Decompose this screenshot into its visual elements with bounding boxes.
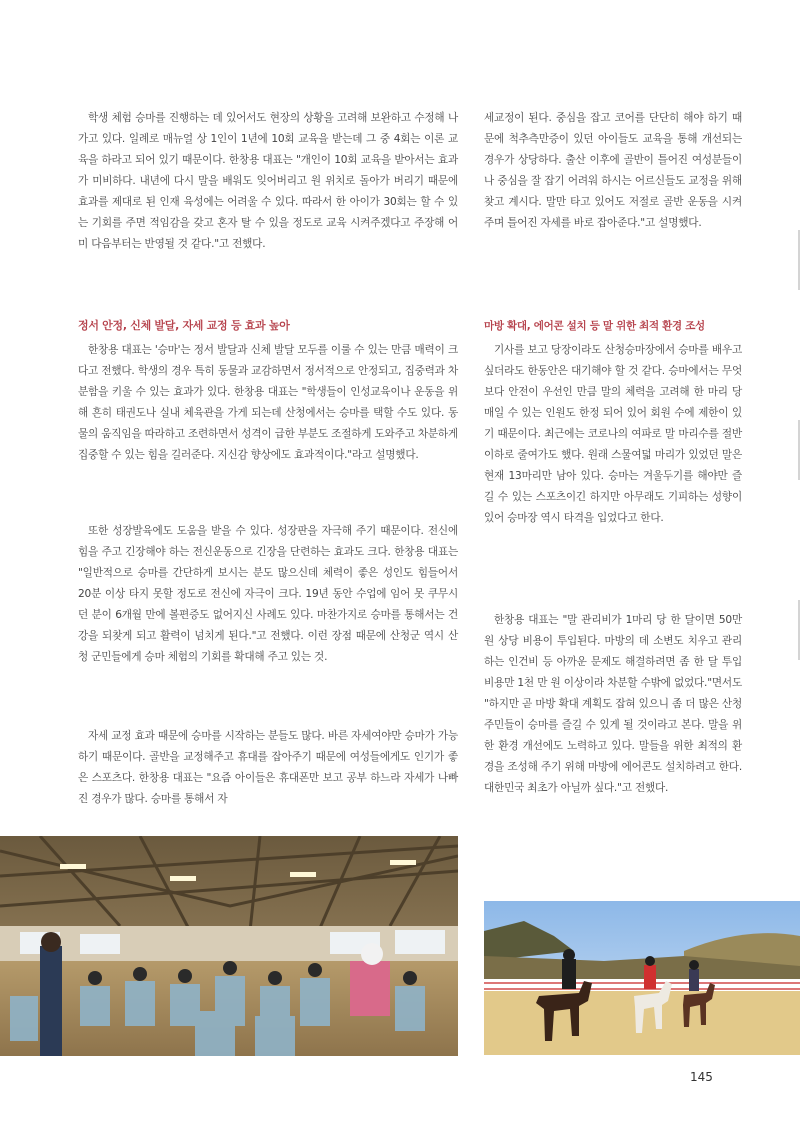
left-paragraph-1: 학생 체험 승마를 진행하는 데 있어서도 현장의 상황을 고려해 보완하고 수정해 나가고 있다. 일례로 매뉴얼 상 1인이 1년에 10회 교육을 받는데 그 중 4회는 이론 교육을 하라고 되어 있기 때문이다. 한창용 대표는 "개인이 10회 교육을 받아서는 효과가 미비하다. 내년에 다시 말을 배워도 잊어버리고 원 위치로 돌아가 버리기 때문에 효과를 제대로 된 인재 육성에는 어려울 수 있다. 따라서 한 아이가 30회는 할 수 있는 기회를 주면 적임감을 갖고 혼자 탈 수 있을 정도로 교육 시켜주겠다고 주장해 어미 다음부터는 반영될 것 같다."고 전했다. <box>78 112 458 250</box>
left-paragraph-4: 자세 교정 효과 때문에 승마를 시작하는 분들도 많다. 바른 자세여야만 승마가 가능하기 때문이다. 골반을 교정해주고 휴대를 잡아주기 때문에 여성들에게도 인기가 좋은 스포츠다. 한창용 대표는 "요즘 아이들은 휴대폰만 보고 공부 하느라 자세가 나빠진 경우가 많다. 승마를 통해서 자 <box>78 730 458 805</box>
indoor-arena-class-photo <box>0 836 458 1056</box>
right-paragraph-3: 한창용 대표는 "말 관리비가 1마리 당 한 달이면 50만원 상당 비용이 투입된다. 마방의 데 소변도 치우고 관리하는 인건비 등 아까운 문제도 해결하려면 좀 한 달 투입비용만 1천 만 원 이상이라 차분할 수밖에 없었다."면서도 "하지만 곧 마방 확대 계획도 잡혀 있으니 좀 더 많은 산청 주민들이 승마를 즐길 수 있게 될 것이라고 본다. 말을 위한 환경 개선에도 노력하고 있다. 말들을 위한 최적의 환경을 조성해 주기 위해 마방에 에어콘도 설치하려고 한다. 대한민국 최초가 아닐까 싶다."고 전했다. <box>484 614 742 794</box>
page-number: 145 <box>690 1070 713 1084</box>
section-heading-2: 마방 확대, 에어콘 설치 등 말 위한 최적 환경 조성 <box>484 320 705 332</box>
section-heading-1: 정서 안정, 신체 발달, 자세 교정 등 효과 높아 <box>78 319 290 332</box>
outdoor-riding-photo <box>484 901 800 1055</box>
right-paragraph-1: 세교정이 된다. 중심을 잡고 코어를 단단히 해야 하기 때문에 척추측만증이 있던 아이들도 교육을 통해 개선되는 경우가 상당하다. 출산 이후에 골반이 틀어진 여성분들이나 중심을 잘 잡기 어려워 하시는 어르신들도 교정을 위해 찾고 계시다. 말만 타고 있어도 저절로 골반 운동을 시켜주며 틀어진 자세를 바로 잡아준다."고 설명했다. <box>484 112 742 229</box>
right-paragraph-2: 기사를 보고 당장이라도 산청승마장에서 승마를 배우고 싶더라도 한동안은 대기해야 할 것 같다. 승마에서는 무엇보다 안전이 우선인 만큼 말의 체력을 고려해 한 마리 당 매일 수 있는 인원도 한정 되어 있어 회원 수에 제한이 있기 때문이다. 최근에는 코로나의 여파로 말 마리수를 절반 이하로 줄여가도 했다. 원래 스물여덟 마리가 있었던 말은 현재 13마리만 남아 있다. 승마는 겨울두기를 해야만 즐길 수 있는 스포츠이긴 하지만 아무래도 기피하는 성향이 있어 승마장 역시 타격을 입었다고 한다. <box>484 344 742 524</box>
left-paragraph-2: 한창용 대표는 '승마'는 정서 발달과 신체 발달 모두를 이룰 수 있는 만큼 매력이 크다고 전했다. 학생의 경우 특히 동물과 교감하면서 정서적으로 안정되고, 집중력과 차분함을 키울 수 있는 효과가 있다. 한창용 대표는 "학생들이 인성교육이나 운동을 위해 흔히 태권도나 실내 체육관을 가게 되는데 산청에서는 승마를 택할 수도 있다. 동물의 움직임을 따라하고 조련하면서 성격이 급한 부분도 조절하게 도와주고 차분하게 집중할 수 있는 힘을 길러준다. 지신감 향상에도 효과적이다."라고 설명했다. <box>78 344 458 461</box>
left-paragraph-3: 또한 성장발육에도 도움을 받을 수 있다. 성장판을 자극해 주기 때문이다. 전신에 힘을 주고 긴장해야 하는 전신운동으로 긴장을 단련하는 효과도 크다. 한창용 대표는 "일반적으로 승마를 간단하게 보시는 분도 많으신데 체력이 좋은 성인도 힘들어서 20분 이상 타지 못할 정도로 전신에 자극이 크다. 19년 동안 수업에 임어 못 쿠무시던 분이 6개월 만에 볼편증도 없어지신 사례도 있다. 마찬가지로 승마를 통해서는 건강을 되찾게 되고 활력이 넘치게 된다."고 전했다. 이런 장점 때문에 산청군 역시 산청 군민들에게 승마 체험의 기회를 확대해 주고 있는 것. <box>78 525 458 663</box>
